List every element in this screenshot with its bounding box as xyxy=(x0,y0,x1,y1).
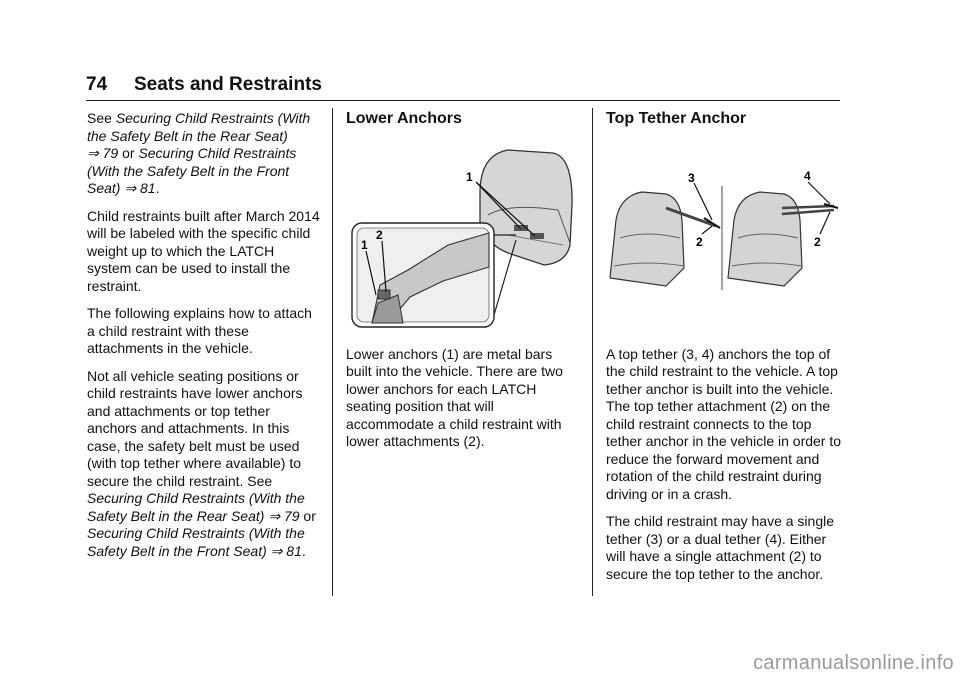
callout-label: 3 xyxy=(688,171,695,185)
page-header xyxy=(86,70,840,101)
page-number: 74 xyxy=(86,74,108,95)
cross-ref-link[interactable]: Securing Child Restraints (With the Safety Belt in the Rear Seat) xyxy=(87,110,311,144)
paragraph-labeling: Child restraints built after March 2014 will be labeled with the specific child weight up to which the LATCH system can be used to install the restraint. xyxy=(87,207,320,294)
watermark: carmanualsonline.info xyxy=(753,652,954,674)
paragraph-lower-anchors: Lower anchors (1) are metal bars built into the vehicle. There are two lower anchors for each LATCH seating position that will accommodate a child restraint with lower attachments (2). xyxy=(346,345,563,449)
paragraph-see-refs: See Securing Child Restraints (With the Safety Belt in the Rear Seat) ⇒ 79 or Securing Child Restraints (With the Safety Belt in the Front Seat) ⇒ 81. xyxy=(87,110,311,196)
column-divider-2 xyxy=(592,108,593,596)
top-tether-illustration xyxy=(606,168,840,292)
page-ref[interactable]: ⇒ 81 xyxy=(270,542,302,559)
callout-label: 4 xyxy=(804,169,811,183)
heading-top-tether: Top Tether Anchor xyxy=(606,110,747,127)
column-left xyxy=(87,110,322,570)
callout-label: 2 xyxy=(376,228,383,242)
section-title: Seats and Restraints xyxy=(134,74,322,95)
callout-label: 2 xyxy=(696,235,703,249)
paragraph-single-dual: The child restraint may have a single tether (3) or a dual tether (4). Either will have a single attachment (2) to secure the top tether to the anchor. xyxy=(606,513,834,582)
cross-ref-link[interactable]: Securing Child Restraints (With the Safety Belt in the Rear Seat) xyxy=(87,490,305,524)
page-ref[interactable]: ⇒ 79 xyxy=(268,507,300,524)
paragraph-top-tether: A top tether (3, 4) anchors the top of the child restraint to the vehicle. A top tether anchor is built into the vehicle. The top tether attachment (2) on the child restraint connects to the top tether anchor in the vehicle in order to reduce the forward movement and rotation of the child restraint during driving or in a crash. xyxy=(606,345,842,502)
callout-label: 1 xyxy=(466,170,473,184)
callout-label: 1 xyxy=(361,238,368,252)
page-ref[interactable]: ⇒ 81 xyxy=(124,180,156,196)
heading-lower-anchors: Lower Anchors xyxy=(346,110,462,127)
cross-ref-link[interactable]: Securing Child Restraints (With the Safety Belt in the Front Seat) xyxy=(87,145,297,196)
page-ref[interactable]: ⇒ 79 xyxy=(87,145,119,161)
paragraph-not-all: Not all vehicle seating positions or child restraints have lower anchors and attachments or top tether anchors and attachments. In this case, the safety belt must be used (with top tether where available) to secure the child restraint. See Securing Child Restraints (With the Safety Belt in the Rear Seat) ⇒ 79 or Securing Child Restraints (With the Safety Belt in the Front Seat) ⇒ 81. xyxy=(87,367,316,559)
paragraph-explains: The following explains how to attach a child restraint with these attachments in the vehicle. xyxy=(87,305,312,356)
cross-ref-link[interactable]: Securing Child Restraints (With the Safety Belt in the Front Seat) xyxy=(87,525,305,559)
lower-anchors-illustration xyxy=(348,145,578,330)
column-divider-1 xyxy=(332,108,333,596)
callout-label: 2 xyxy=(814,235,821,249)
